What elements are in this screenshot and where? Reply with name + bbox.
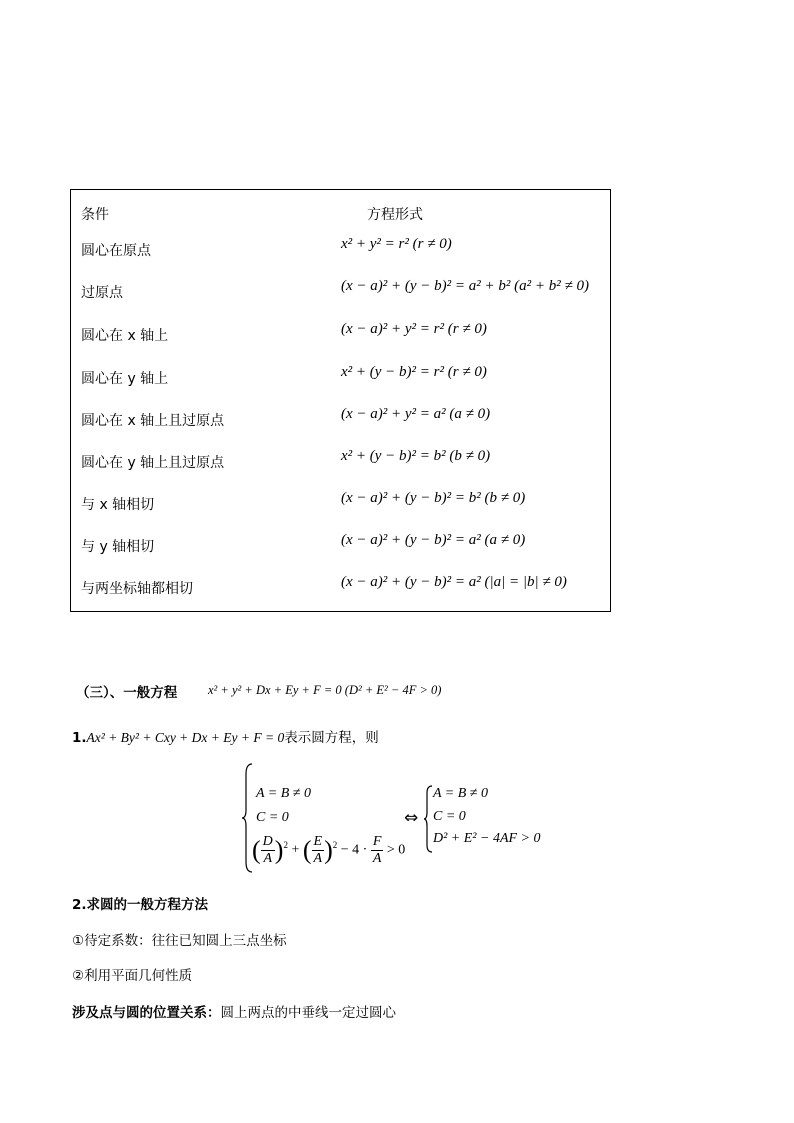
item1-line <box>72 726 379 746</box>
row-form: x² + (y − b)² = b² (b ≠ 0) <box>341 448 491 464</box>
right-line3: D² + E² − 4AF > 0 <box>433 831 541 846</box>
circle-equation-table <box>70 189 611 612</box>
section-title: （三）、一般方程 <box>76 685 178 701</box>
row-form: (x − a)² + y² = a² (a ≠ 0) <box>341 406 491 422</box>
general-equation: x² + y² + Dx + Ey + F = 0 (D² + E² − 4F > 0) <box>208 683 442 697</box>
row-form: x² + y² = r² (r ≠ 0) <box>341 236 452 252</box>
row-condition: 圆心在 x 轴上 <box>81 328 169 344</box>
item1-number: 1. <box>72 730 87 746</box>
item1-suffix: 表示圆方程，则 <box>284 730 379 746</box>
table-row <box>71 362 610 392</box>
table-row <box>71 572 610 602</box>
relation-text: 圆上两点的中垂线一定过圆心 <box>220 1005 396 1021</box>
row-condition: 圆心在 y 轴上 <box>81 371 169 387</box>
table-row <box>71 446 610 476</box>
right-brace <box>423 784 433 854</box>
row-condition: 与 x 轴相切 <box>81 497 155 513</box>
frac1-numerator: D <box>262 834 273 849</box>
frac2-numerator: E <box>313 834 323 849</box>
relation-line <box>72 1001 396 1021</box>
frac3-numerator: F <box>372 834 382 849</box>
table-row <box>71 319 610 349</box>
frac1-denominator: A <box>263 851 273 866</box>
header-condition: 条件 <box>81 207 109 223</box>
frac3-denominator: A <box>372 851 382 866</box>
frac2-denominator: A <box>313 851 323 866</box>
table-row <box>71 488 610 518</box>
table-header-row <box>71 198 610 228</box>
section-heading <box>76 681 177 701</box>
table-row <box>71 530 610 560</box>
item1-equation: Ax² + By² + Cxy + Dx + Ey + F = 0 <box>86 730 285 745</box>
row-condition: 与两坐标轴都相切 <box>81 581 193 597</box>
item2-title: 2.求圆的一般方程方法 <box>72 897 209 913</box>
row-form: (x − a)² + (y − b)² = b² (b ≠ 0) <box>341 490 526 506</box>
row-form: (x − a)² + (y − b)² = a² (a ≠ 0) <box>341 532 526 548</box>
row-form: x² + (y − b)² = r² (r ≠ 0) <box>341 364 487 380</box>
left-tail: − 4 · <box>340 842 368 858</box>
header-form: 方程形式 <box>367 207 423 223</box>
row-condition: 与 y 轴相切 <box>81 539 155 555</box>
relation-label: 涉及点与圆的位置关系： <box>72 1005 221 1021</box>
table-row <box>71 276 610 306</box>
left-gt: > 0 <box>386 842 406 858</box>
row-condition: 圆心在原点 <box>81 243 151 259</box>
left-line1: A = B ≠ 0 <box>256 786 311 801</box>
row-condition: 圆心在 y 轴上且过原点 <box>81 455 225 471</box>
left-line3: ( $\frac{D}{A}$ )$^2$ + ( $\frac{E}{A}$ )$^2$ − 4 · $\frac{F}{A}$ > 0 <box>252 834 406 866</box>
method-2: ②利用平面几何性质 <box>72 968 193 984</box>
equivalence-symbol: ⇔ <box>404 808 419 828</box>
right-line2: C = 0 <box>433 809 466 824</box>
left-line2: C = 0 <box>256 810 289 825</box>
right-line1: A = B ≠ 0 <box>433 786 488 801</box>
row-condition: 圆心在 x 轴上且过原点 <box>81 413 225 429</box>
row-condition: 过原点 <box>81 285 123 301</box>
row-form: (x − a)² + (y − b)² = a² + b² (a² + b² ≠ 0) <box>341 278 589 294</box>
table-row <box>71 234 610 264</box>
table-row <box>71 404 610 434</box>
row-form: (x − a)² + y² = r² (r ≠ 0) <box>341 321 487 337</box>
method-1: ①待定系数：往往已知圆上三点坐标 <box>72 933 287 949</box>
row-form: (x − a)² + (y − b)² = a² (|a| = |b| ≠ 0) <box>341 574 567 590</box>
